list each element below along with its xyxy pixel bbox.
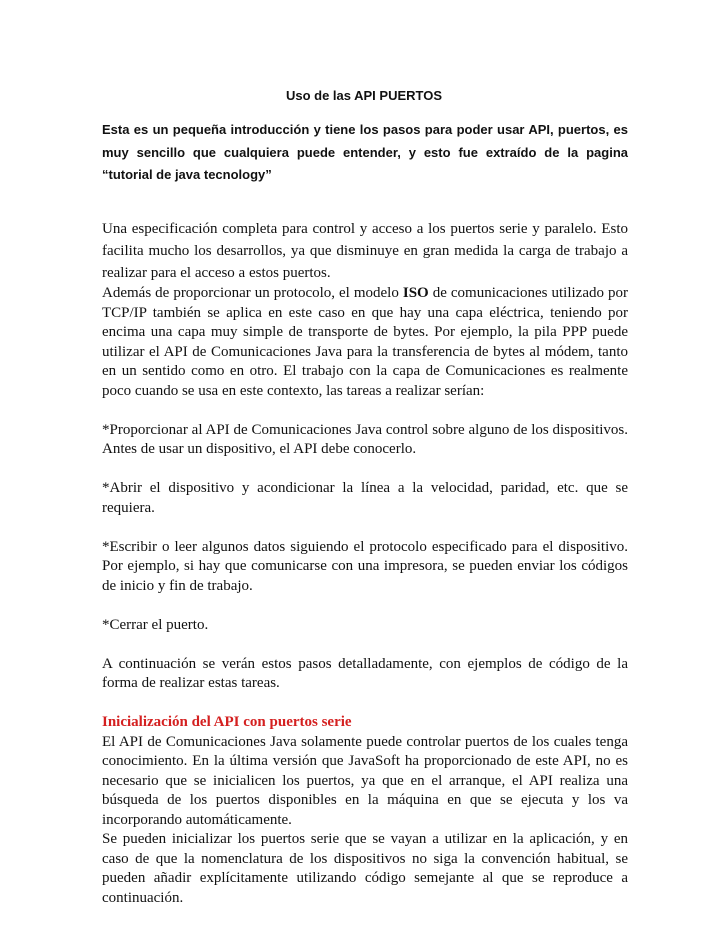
iso-term: ISO (402, 285, 429, 301)
intro-paragraph: Esta es un pequeña introducción y tiene los pasos para poder usar API, puertos, es muy sencillo que cualquiera puede entender, y esto fue extraído de la pagina “tutorial de java tecnology” (102, 122, 628, 182)
section-paragraph-1: El API de Comunicaciones Java solamente puede controlar puertos de los cuales tenga conocimiento. En la última versión que JavaSoft ha proporcionado de este API, no es necesario que se inicialicen los puertos, ya que en el arranque, el API realiza una búsqueda de los puertos disponibles en la máquina en que se ejecuta y los va incorporando automáticamente. (102, 733, 628, 828)
section-paragraph-2: Se pueden inicializar los puertos serie que se vayan a utilizar en la aplicación, y en caso de que la nomenclatura de los dispositivos no siga la convención habitual, se pueden añadir explícitamente utilizando código semejante al que se reproduce a continuación. (102, 831, 628, 906)
paragraph-iso-before: Además de proporcionar un protocolo, el modelo (102, 285, 403, 301)
step-open-device: *Abrir el dispositivo y acondicionar la línea a la velocidad, paridad, etc. que se requiera. (102, 480, 628, 516)
paragraph-spec: Una especificación completa para control y acceso a los puertos serie y paralelo. Esto facilita mucho los desarrollos, ya que disminuye en gran medida la carga de trabajo a realizar para el acceso a estos puertos. (102, 221, 628, 281)
step-provide-control: *Proporcionar al API de Comunicaciones Java control sobre alguno de los dispositivos. Antes de usar un dispositivo, el API debe conocerlo. (102, 421, 628, 457)
document-title: Uso de las API PUERTOS (285, 88, 443, 103)
paragraph-next-steps: A continuación se verán estos pasos detalladamente, con ejemplos de código de la forma de realizar estas tareas. (102, 655, 628, 691)
section-heading: Inicialización del API con puertos serie (102, 714, 352, 730)
paragraph-iso-after: de comunicaciones utilizado por TCP/IP también se aplica en este caso en que hay una capa eléctrica, teniendo por encima una capa muy simple de transporte de bytes. Por ejemplo, la pila PPP puede utilizar el API de Comunicaciones Java para la transferencia de bytes al módem, tanto en un sentido como en otro. El trabajo con la capa de Comunicaciones es realmente poco cuando se usa en este contexto, las tareas a realizar serían: (102, 285, 628, 399)
paragraph-iso (102, 284, 628, 401)
step-close-port: *Cerrar el puerto. (102, 616, 209, 633)
document-body (102, 218, 628, 908)
step-read-write: *Escribir o leer algunos datos siguiendo el protocolo especificado para el dispositivo. Por ejemplo, si hay que comunicarse con una impresora, se pueden enviar los códigos de inicio y fin de trabajo. (102, 538, 628, 594)
